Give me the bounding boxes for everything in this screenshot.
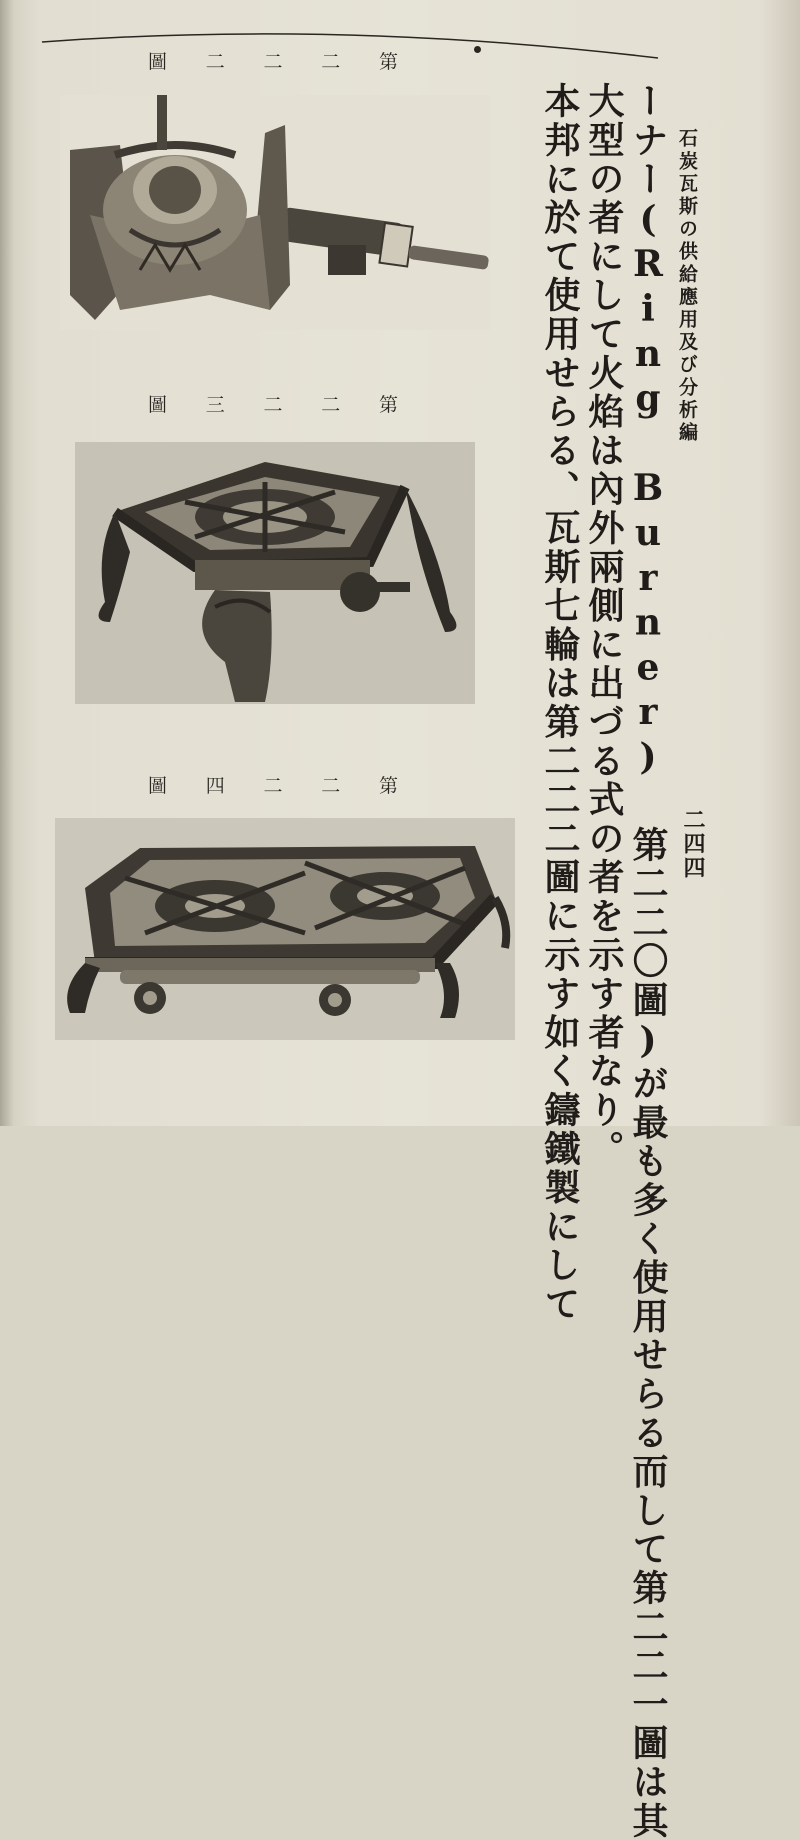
caption-char: 圖 (148, 50, 168, 73)
body-text-column-1: ーナー(Ring Burner) 第二二〇圖)が最も多く使用せらる而して第二二一圖は其 (627, 82, 669, 1840)
caption-char: 二 (263, 774, 283, 797)
caption-char: 四 (205, 774, 225, 797)
figure-223-caption (148, 390, 398, 416)
body-text-column-3: 本邦に於て使用せらる、瓦斯七輪は第二二二圖に示す如く鑄鐵製にして (539, 82, 581, 1324)
caption-char: 二 (321, 393, 341, 416)
caption-char: 第 (378, 774, 398, 797)
figure-223-gas-stove-image (75, 442, 475, 704)
figure-224-caption (148, 771, 398, 797)
caption-char: 二 (321, 50, 341, 73)
ink-spot (474, 46, 481, 53)
caption-char: 三 (205, 393, 225, 416)
caption-char: 圖 (148, 393, 168, 416)
caption-char: 二 (263, 50, 283, 73)
caption-char: 二 (205, 50, 225, 73)
caption-char: 第 (378, 393, 398, 416)
figure-222-ring-burner-image (60, 95, 490, 330)
running-header: 石炭瓦斯の供給應用及び分析編 (676, 128, 698, 445)
caption-char: 二 (321, 774, 341, 797)
caption-char: 第 (378, 50, 398, 73)
book-spine-shadow (0, 0, 14, 1126)
caption-char: 二 (263, 393, 283, 416)
caption-char: 圖 (148, 774, 168, 797)
body-text-column-2: 大型の者にして火焰は內外兩側に出づる式の者を示す者なり。 (583, 82, 625, 1169)
figure-222-caption (148, 47, 398, 73)
figure-224-large-gas-stove-image (55, 818, 515, 1040)
page-number: 二四四 (680, 808, 706, 880)
